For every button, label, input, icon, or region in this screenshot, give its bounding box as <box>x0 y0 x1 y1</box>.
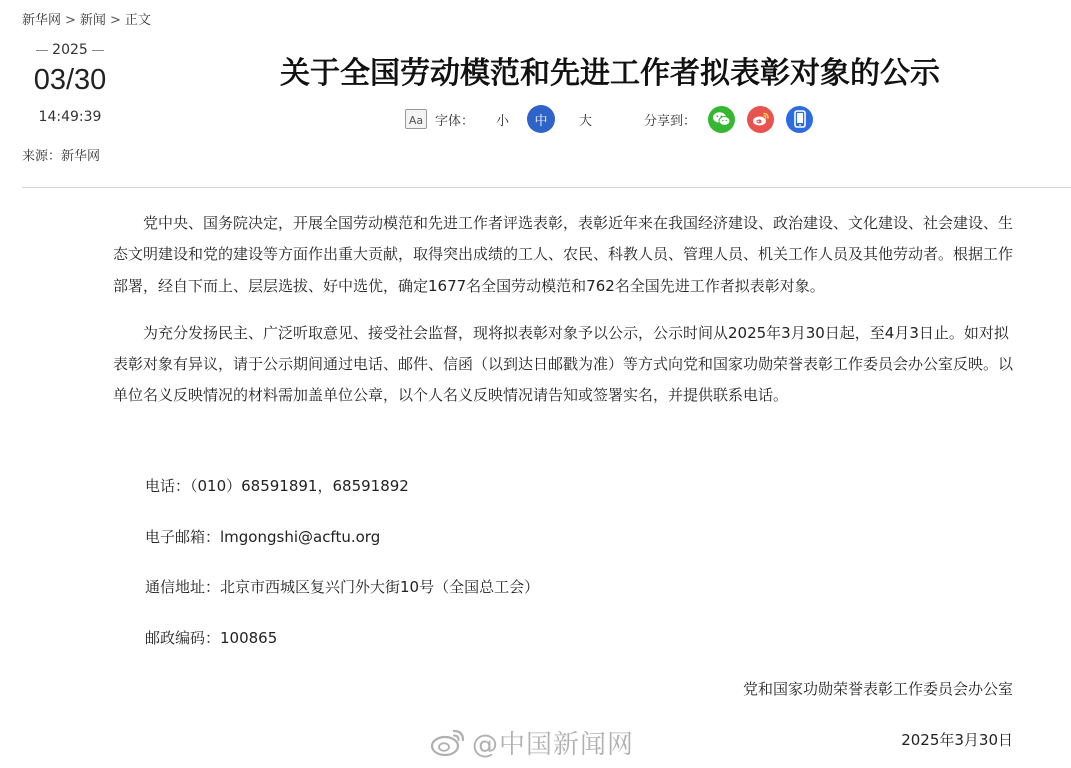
contact-email: 电子邮箱：lmgongshi@acftu.org <box>145 528 381 546</box>
breadcrumb <box>22 9 151 28</box>
watermark-text: @中国新闻网 <box>472 729 635 760</box>
share-label: 分享到： <box>644 113 697 129</box>
article-toolbar <box>405 103 813 135</box>
font-size-small-button[interactable]: 小 <box>496 113 510 129</box>
dateline-year: 2025 <box>52 42 88 58</box>
share-weibo-button[interactable] <box>747 106 774 133</box>
font-icon-text: Aa <box>408 114 424 127</box>
year-dash-right <box>92 50 104 51</box>
font-size-label: 字体： <box>435 113 475 129</box>
dateline <box>22 42 118 125</box>
signature-date: 2025年3月30日 <box>901 731 1013 749</box>
weibo-icon <box>752 111 770 127</box>
breadcrumb-item-current: 正文 <box>124 13 151 28</box>
watermark <box>430 722 634 762</box>
breadcrumb-separator: > <box>109 13 121 28</box>
share-mobile-button[interactable] <box>786 106 813 133</box>
page-title: 关于全国劳动模范和先进工作者拟表彰对象的公示 <box>280 56 940 91</box>
article-body <box>113 208 1016 412</box>
article-paragraph: 为充分发扬民主、广泛听取意见、接受社会监督，现将拟表彰对象予以公示，公示时间从2025年3月30日起，至4月3日止。如对拟表彰对象有异议，请于公示期间通过电话、邮件、信函（以到达日邮戳为准）等方式向党和国家功勋荣誉表彰工作委员会办公室反映。以单位名义反映情况的材料需加盖单位公章，以个人名义反映情况请告知或签署实名，并提供联系电话。 <box>113 323 1014 405</box>
font-size-large-button[interactable]: 大 <box>579 113 593 129</box>
header-divider <box>22 187 1071 188</box>
font-size-medium-button[interactable]: 中 <box>527 105 555 133</box>
weibo-watermark-icon <box>430 727 466 757</box>
contact-phone: 电话：（010）68591891，68591892 <box>145 477 409 495</box>
article-paragraph: 党中央、国务院决定，开展全国劳动模范和先进工作者评选表彰，表彰近年来在我国经济建设、政治建设、文化建设、社会建设、生态文明建设和党的建设等方面作出重大贡献，取得突出成绩的工人、农民、科教人员、管理人员、机关工作人员及其他劳动者。根据工作部署，经自下而上、层层选拔、好中选优，确定1677名全国劳动模范和762名全国先进工作者拟表彰对象。 <box>113 214 1014 295</box>
dateline-time: 14:49:39 <box>38 109 102 125</box>
year-dash-left <box>36 50 48 51</box>
breadcrumb-item-home[interactable]: 新华网 <box>22 13 62 28</box>
year-row <box>22 42 118 58</box>
font-size-icon <box>405 109 427 129</box>
source-label: 来源：新华网 <box>22 149 101 164</box>
wechat-icon <box>712 111 731 127</box>
contact-postcode: 邮政编码：100865 <box>145 629 278 647</box>
contact-address: 通信地址：北京市西城区复兴门外大街10号（全国总工会） <box>145 578 540 596</box>
share-wechat-button[interactable] <box>708 106 735 133</box>
breadcrumb-separator: > <box>65 13 76 28</box>
signature: 党和国家功勋荣誉表彰工作委员会办公室 <box>742 680 1013 698</box>
dateline-day: 03/30 <box>33 64 107 96</box>
mobile-icon <box>793 110 807 128</box>
breadcrumb-item-news[interactable]: 新闻 <box>79 13 106 28</box>
